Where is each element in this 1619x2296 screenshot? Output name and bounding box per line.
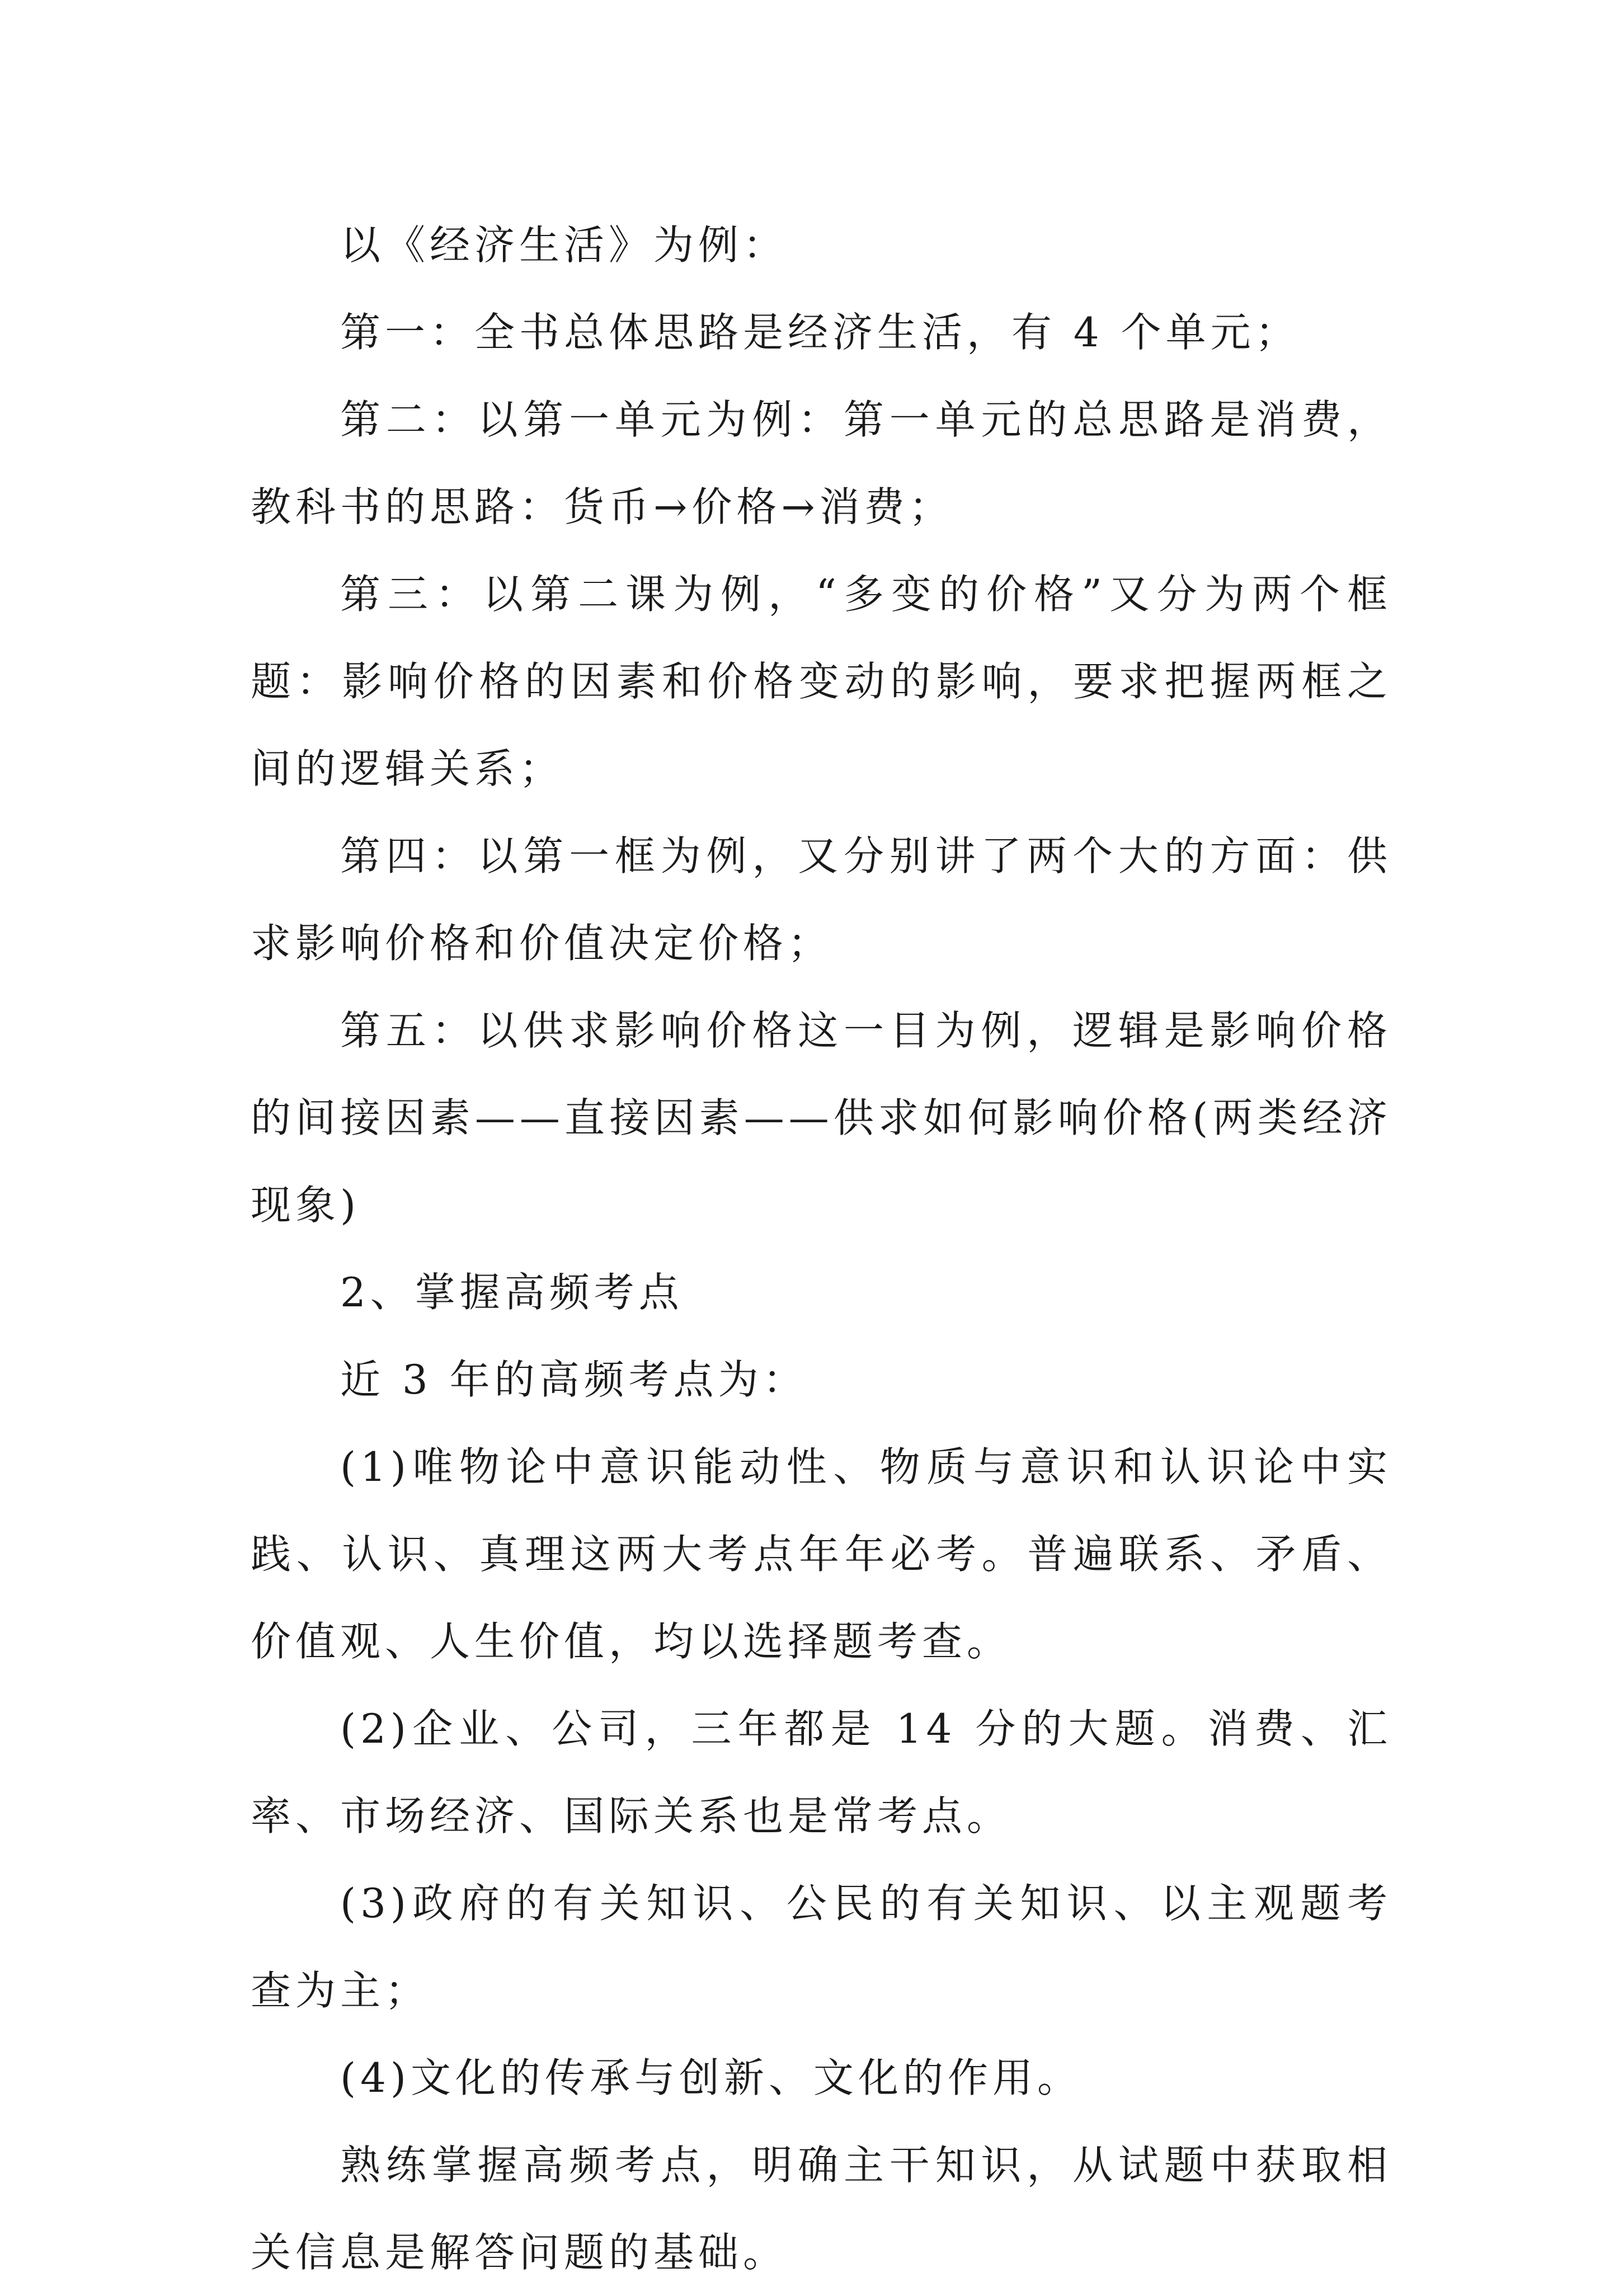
list-item-3: (3)政府的有关知识、公民的有关知识、以主观题考查为主； [251,1880,1392,2014]
paragraph-example-intro: 以《经济生活》为例： [340,222,788,269]
document-body [251,201,1392,2296]
section-heading: 2、掌握高频考点 [340,1269,684,1316]
paragraph-third: 第三：以第二课为例，“多变的价格”又分为两个框题：影响价格的因素和价格变动的影响，要求把握两框之间的逻辑关系； [251,571,1392,792]
list-item-4: (4)文化的传承与创新、文化的作用。 [340,2054,1082,2101]
paragraph-fourth: 第四：以第一框为例，又分别讲了两个大的方面：供求影响价格和价值决定价格； [251,832,1392,967]
list-item-1: (1)唯物论中意识能动性、物质与意识和认识论中实践、认识、真理这两大考点年年必考。普遍联系、矛盾、价值观、人生价值，均以选择题考查。 [251,1443,1392,1665]
paragraph-frequent-points-intro: 近 3 年的高频考点为： [340,1356,808,1403]
paragraph-fifth: 第五：以供求影响价格这一目为例，逻辑是影响价格的间接因素——直接因素——供求如何影响价格(两类经济现象) [251,1007,1392,1229]
paragraph-second: 第二：以第一单元为例：第一单元的总思路是消费，教科书的思路：货币→价格→消费； [251,396,1392,530]
paragraph-first: 第一：全书总体思路是经济生活，有 4 个单元； [340,309,1300,356]
list-item-2: (2)企业、公司，三年都是 14 分的大题。消费、汇率、市场经济、国际关系也是常考点。 [251,1705,1392,1839]
paragraph-conclusion: 熟练掌握高频考点，明确主干知识，从试题中获取相关信息是解答问题的基础。 [251,2142,1392,2276]
